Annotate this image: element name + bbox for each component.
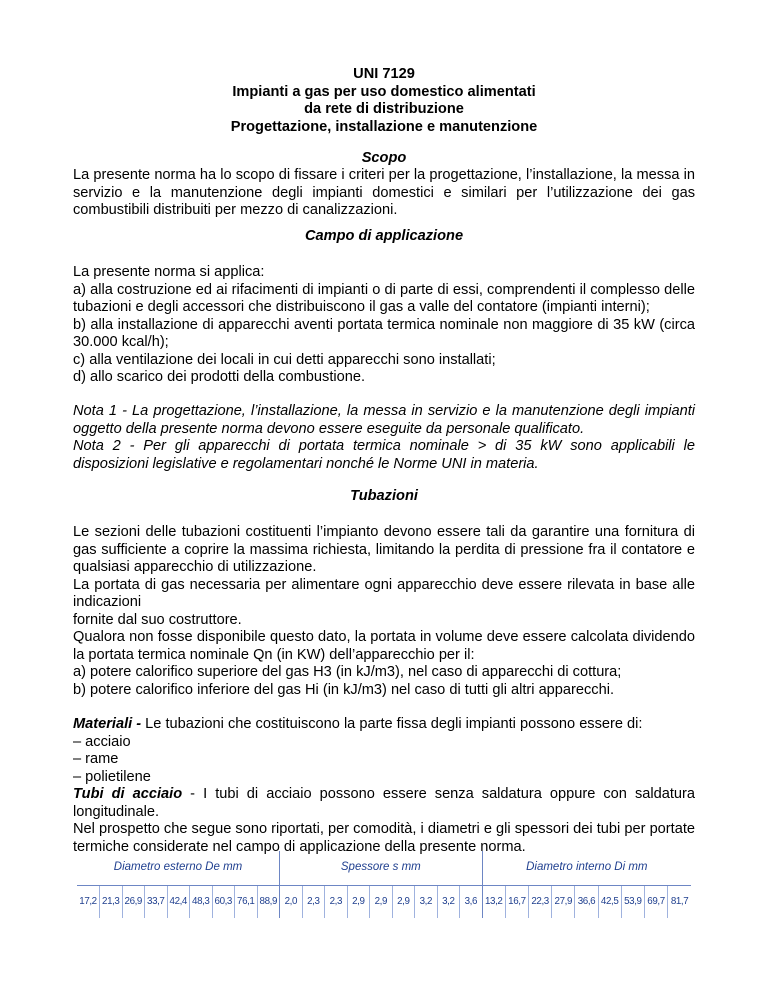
materiali-item: – acciaio [73,733,131,750]
campo-body [73,264,695,387]
diametro-esterno-cell: 26,9 [122,886,145,919]
pipe-dimensions-table [77,851,691,918]
diametro-esterno-cell: 33,7 [145,886,168,919]
title-line-2: Impianti a gas per uso domestico alimentati [232,83,536,100]
spessore-cell: 3,6 [460,886,483,919]
campo-heading: Campo di applicazione [304,228,464,244]
nota-2: Nota 2 - Per gli apparecchi di portata termica nominale > di 35 kW sono applicabili le disposizioni legislative e regolamentari nonché le Norme UNI in materia. [73,438,695,472]
tubazioni-p3a: a) potere calorifico superiore del gas H3 (in kJ/m3), nel caso di apparecchi di cottura; [73,664,622,680]
title-line-1: UNI 7129 [353,66,415,82]
tubazioni-p2b: fornite dal suo costruttore. [73,611,242,628]
spessore-cell: 2,3 [325,886,348,919]
diametro-interno-cell: 13,2 [482,886,505,919]
document-title [73,66,695,136]
header-spessore: Spessore s mm [280,851,483,886]
diametro-interno-cell: 27,9 [552,886,575,919]
diametro-interno-cell: 81,7 [668,886,691,919]
scopo-heading: Scopo [361,150,407,166]
tubi-acciaio-text: - I tubi di acciaio possono essere senza saldatura oppure con saldatura longitudinale. [73,786,695,820]
notes [73,403,695,473]
diametro-interno-cell: 36,6 [575,886,598,919]
diametro-esterno-cell: 48,3 [190,886,213,919]
materiali-text: Le tubazioni che costituiscono la parte fissa degli impianti possono essere di: [141,716,643,732]
materiali-label: Materiali - [73,716,142,732]
tubazioni-p2a: La portata di gas necessaria per alimentare ogni apparecchio deve essere rilevata in base alle indicazioni [73,576,695,610]
materiali-paragraph [73,716,695,734]
diametro-interno-cell: 69,7 [644,886,667,919]
title-line-4: Progettazione, installazione e manutenzione [230,118,538,135]
tubazioni-p3b: b) potere calorifico inferiore del gas Hi (in kJ/m3) nel caso di tutti gli altri apparecchi. [73,681,615,698]
tubazioni-p1: Le sezioni delle tubazioni costituenti l’impianto devono essere tali da garantire una fornitura di gas sufficiente a coprire la massima richiesta, limitando la perdita di pressione fra il contatore e qualsiasi apparecchio di utilizzazione. [73,524,695,575]
tubazioni-body [73,524,695,699]
campo-item-c: c) alla ventilazione dei locali in cui detti apparecchi sono installati; [73,351,496,368]
spessore-cell: 3,2 [415,886,438,919]
tubi-acciaio-paragraph [73,786,695,821]
spessore-cell: 2,9 [392,886,415,919]
tubi-acciaio-label: Tubi di acciaio [73,786,183,802]
prospetto-paragraph: Nel prospetto che segue sono riportati, per comodità, i diametri e gli spessori dei tubi per portate termiche considerate nel campo di applicazione della presente norma. [73,821,695,855]
diametro-esterno-cell: 60,3 [212,886,235,919]
diametro-interno-cell: 16,7 [505,886,528,919]
materiali-section [73,716,695,856]
diametro-esterno-cell: 21,3 [100,886,123,919]
diametro-esterno-cell: 88,9 [257,886,280,919]
scopo-paragraph: La presente norma ha lo scopo di fissare i criteri per la progettazione, l’installazione, la messa in servizio e la manutenzione degli impianti domestici e similari per l’utilizzazione dei gas combustibili distribuiti per mezzo di canalizzazioni. [73,167,695,218]
campo-item-a: a) alla costruzione ed ai rifacimenti di impianti o di parte di essi, comprendenti il complesso delle tubazioni e degli accessori che distribuiscono il gas a valle del contatore (impianti interni); [73,281,695,315]
spessore-cell: 3,2 [437,886,460,919]
header-diametro-interno: Diametro interno Di mm [482,851,691,886]
diametro-esterno-cell: 42,4 [167,886,190,919]
table-row [77,886,691,919]
materiali-item: – polietilene [73,768,151,785]
spessore-cell: 2,9 [347,886,370,919]
nota-1: Nota 1 - La progettazione, l’installazione, la messa in servizio e la manutenzione degli impianti oggetto della presente norma devono essere eseguite da personale qualificato. [73,403,695,437]
diametro-interno-cell: 42,5 [598,886,621,919]
tubazioni-heading: Tubazioni [350,488,418,504]
diametro-interno-cell: 22,3 [528,886,551,919]
spessore-cell: 2,9 [370,886,393,919]
title-line-3: da rete di distribuzione [304,101,464,117]
campo-intro: La presente norma si applica: [73,264,265,280]
header-diametro-esterno: Diametro esterno De mm [77,851,280,886]
tubazioni-p3: Qualora non fosse disponibile questo dato, la portata in volume deve essere calcolata dividendo la portata termica nominale Qn (in KW) dell’apparecchio per il: [73,629,695,663]
diametro-esterno-cell: 17,2 [79,896,97,908]
campo-item-d: d) allo scarico dei prodotti della combustione. [73,369,366,385]
campo-item-b: b) alla installazione di apparecchi aventi portata termica nominale non maggiore di 35 kW (circa 30.000 kcal/h); [73,316,695,350]
diametro-interno-cell: 53,9 [621,886,644,919]
diametro-esterno-cell: 76,1 [235,886,258,919]
spessore-cell: 2,0 [280,886,303,919]
pipe-dimensions-table-wrap [77,851,691,917]
materiali-item: – rame [73,751,119,767]
table-header-row [77,851,691,886]
spessore-cell: 2,3 [302,886,325,919]
